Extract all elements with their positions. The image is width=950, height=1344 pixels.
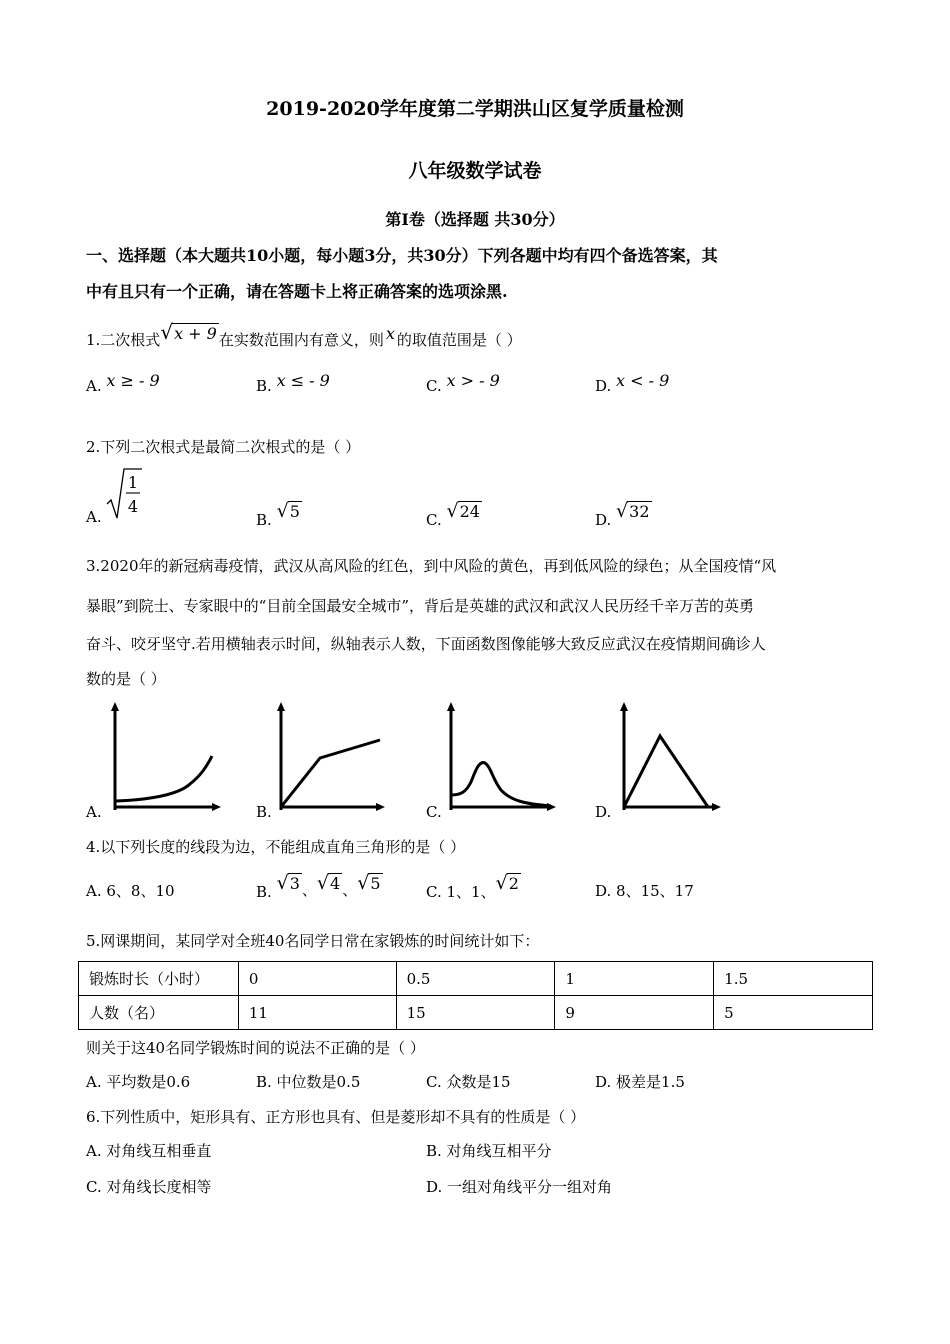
- q4-c-label: C. 1、1、: [426, 883, 496, 901]
- q6-option-d[interactable]: D. 一组对角线平分一组对角: [426, 1178, 613, 1196]
- q1-option-b[interactable]: [256, 371, 330, 395]
- q1-option-a-label: A.: [86, 377, 102, 395]
- q5-option-d[interactable]: D. 极差是1.5: [595, 1073, 685, 1091]
- q1-option-c-expr: x > - 9: [446, 371, 500, 390]
- q5-table-row-count: [79, 996, 873, 1030]
- q5-cell: 5: [714, 996, 873, 1030]
- q2-option-b[interactable]: B. √5: [256, 500, 300, 529]
- q5-cell: 人数（名）: [79, 996, 239, 1030]
- q5-cell: 0: [238, 962, 396, 996]
- q5-cell: 1.5: [714, 962, 873, 996]
- q5-table-row-duration: [79, 962, 873, 996]
- exam-title: 2019-2020学年度第二学期洪山区复学质量检测: [266, 98, 684, 120]
- q4-b-sep-2: 、: [342, 881, 358, 899]
- q2-b-radicand: 5: [289, 502, 300, 521]
- instruction-line-2: 中有且只有一个正确，请在答题卡上将正确答案的选项涂黑.: [86, 282, 508, 301]
- q3-graph-d: [616, 700, 726, 815]
- q2-option-c[interactable]: C. √24: [426, 500, 480, 529]
- q4-b-r2: 4: [330, 874, 341, 893]
- q2-c-radicand: 24: [459, 502, 480, 521]
- q5-stem: 5.网课期间，某同学对全班40名同学日常在家锻炼的时间统计如下：: [86, 932, 540, 950]
- q5-cell: 锻炼时长（小时）: [79, 962, 239, 996]
- q1-option-c[interactable]: [426, 371, 500, 395]
- q6-stem: 6.下列性质中，矩形具有、正方形也具有、但是菱形却不具有的性质是（ ）: [86, 1108, 586, 1126]
- q2-option-c-label: C.: [426, 511, 442, 529]
- q4-option-a[interactable]: A. 6、8、10: [86, 882, 175, 900]
- q2-option-a-label: A.: [86, 508, 102, 526]
- q5-cell: 1: [555, 962, 714, 996]
- q4-option-b[interactable]: B. √3 、√4 、√5: [256, 872, 381, 901]
- q6-option-c[interactable]: C. 对角线长度相等: [86, 1178, 212, 1196]
- q2-a-denominator: 4: [127, 497, 139, 516]
- q5-cell: 11: [238, 996, 396, 1030]
- q1-option-b-expr: x ≤ - 9: [276, 371, 330, 390]
- q5-after: 则关于这40名同学锻炼时间的说法不正确的是（ ）: [86, 1039, 425, 1057]
- q3-line-3: 奋斗、咬牙坚守.若用横轴表示时间，纵轴表示人数，下面函数图像能够大致反应武汉在疫情期间确诊人: [86, 635, 766, 653]
- q1-option-b-label: B.: [256, 377, 272, 395]
- q6-option-b[interactable]: B. 对角线互相平分: [426, 1142, 552, 1160]
- q3-option-c-label[interactable]: C.: [426, 803, 442, 821]
- q5-option-a[interactable]: A. 平均数是0.6: [86, 1073, 191, 1091]
- q3-option-d-label[interactable]: D.: [595, 803, 612, 821]
- q2-option-d-label: D.: [595, 511, 612, 529]
- q1-stem-a: 1.二次根式: [86, 331, 161, 349]
- q2-a-numerator: 1: [127, 473, 139, 492]
- q5-cell: 15: [396, 996, 555, 1030]
- q1-stem-b: 在实数范围内有意义，则: [218, 331, 384, 349]
- q3-graph-b: [272, 700, 387, 815]
- q1-stem: [86, 320, 522, 350]
- instruction-line-1: 一、选择题（本大题共10小题，每小题3分，共30分）下列各题中均有四个备选答案，其: [86, 246, 718, 265]
- q3-line-4: 数的是（ ）: [86, 670, 166, 688]
- q5-option-b[interactable]: B. 中位数是0.5: [256, 1073, 361, 1091]
- q4-stem: 4.以下列长度的线段为边，不能组成直角三角形的是（ ）: [86, 838, 466, 856]
- q4-c-r: 2: [508, 874, 519, 893]
- q6-option-a[interactable]: A. 对角线互相垂直: [86, 1142, 212, 1160]
- q2-option-a-sqrt-frac: [104, 466, 144, 524]
- q1-option-d-expr: x < - 9: [616, 371, 670, 390]
- q1-sqrt: √x + 9: [160, 320, 217, 344]
- q1-option-c-label: C.: [426, 377, 442, 395]
- q2-stem: 2.下列二次根式是最简二次根式的是（ ）: [86, 438, 361, 456]
- q4-b-r3: 5: [370, 874, 381, 893]
- q2-option-a[interactable]: [86, 508, 102, 526]
- q2-d-radicand: 32: [629, 502, 650, 521]
- q1-stem-c: 的取值范围是（ ）: [396, 331, 522, 349]
- q3-graph-c: [441, 700, 559, 815]
- q5-cell: 9: [555, 996, 714, 1030]
- q5-table: [78, 961, 873, 1030]
- q5-cell: 0.5: [396, 962, 555, 996]
- q4-b-r1: 3: [289, 874, 300, 893]
- q4-option-d[interactable]: D. 8、15、17: [595, 882, 694, 900]
- q1-var: x: [385, 324, 395, 343]
- q5-option-c[interactable]: C. 众数是15: [426, 1073, 511, 1091]
- q3-option-b-label[interactable]: B.: [256, 803, 272, 821]
- q3-option-a-label[interactable]: A.: [86, 803, 102, 821]
- q1-option-d[interactable]: [595, 371, 670, 395]
- exam-subtitle: 八年级数学试卷: [408, 160, 542, 182]
- q1-option-d-label: D.: [595, 377, 612, 395]
- q3-graph-a: [108, 700, 223, 815]
- q1-radicand: x + 9: [174, 324, 217, 343]
- q2-option-b-label: B.: [256, 511, 272, 529]
- q1-option-a-expr: x ≥ - 9: [106, 371, 160, 390]
- q4-b-sep-1: 、: [301, 881, 317, 899]
- q3-line-1: 3.2020年的新冠病毒疫情，武汉从高风险的红色，到中风险的黄色，再到低风险的绿色；从全国疫情“风: [86, 557, 777, 575]
- section-title: 第Ⅰ卷（选择题 共30分）: [385, 210, 565, 229]
- q4-option-c[interactable]: C. 1、1、√2: [426, 872, 519, 901]
- q4-b-label: B.: [256, 883, 272, 901]
- q3-line-2: 暴眼”到院士、专家眼中的“目前全国最安全城市”，背后是英雄的武汉和武汉人民历经千辛万苦的英勇: [86, 597, 755, 615]
- q2-option-d[interactable]: D. √32: [595, 500, 650, 529]
- q1-option-a[interactable]: [86, 371, 160, 395]
